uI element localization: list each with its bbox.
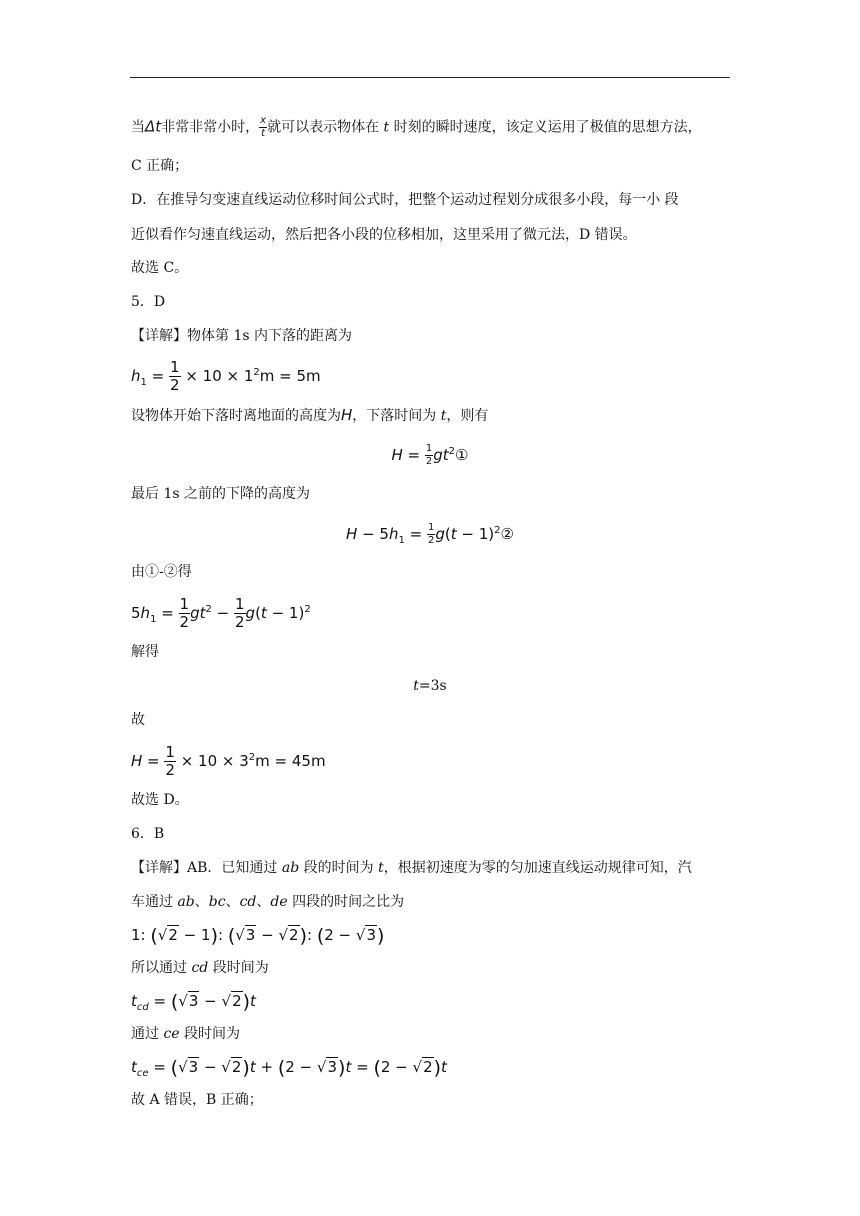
- equation-H: H = $\frac{1}{2}$ × $10 \times 3^2m = 45m$: [131, 743, 326, 779]
- question-answer: 6．B: [131, 826, 165, 842]
- equation-1: H = $\frac{1}{2}$ $gt^2①$: [391, 443, 469, 467]
- text-line: 【详解】AB．已知通过 ab 段的时间为 t，根据初速度为零的匀加速直线运动规律可知，汽: [131, 860, 692, 876]
- text-line: 由①-②得: [131, 564, 192, 580]
- equation-ratio: 1: (√2 − 1): (√3 − √2): (2 − √3): [131, 925, 385, 947]
- delta-t-symbol: Δt: [145, 117, 162, 136]
- fraction-one-half: $\frac{1}{2}$: [170, 358, 180, 394]
- text-line: 车通过 ab、bc、cd、de 四段的时间之比为: [131, 894, 405, 910]
- equation-2: $H - 5h_1$ = $\frac{1}{2}$ $g(t - 1)^2②$: [346, 522, 514, 546]
- text-line: 故: [131, 712, 145, 728]
- text-line: 最后 1s 之前的下降的高度为: [131, 486, 310, 502]
- text-line: 通过 ce 段时间为: [131, 1026, 241, 1042]
- equation-5h1: $5h_1$ = $\frac{1}{2}$ $gt^2$ − $\frac{1}{2}$ $g(t - 1)^2$: [131, 595, 311, 631]
- equation-tce: $t_{ce} = (√3 - √2)t + (2 - √3)t = (2 - √2)t$: [131, 1057, 447, 1079]
- text-line: 近似看作匀速直线运动，然后把各小段的位移相加，这里采用了微元法，D 错误。: [131, 227, 637, 243]
- text-line: 故选 D。: [131, 792, 189, 808]
- header-rule: [130, 77, 730, 78]
- text-line: C 正确；: [131, 158, 189, 174]
- equation-tcd: $t_{cd} = (√3 - √2)t$: [131, 991, 256, 1013]
- text-line: 【详解】物体第 1s 内下落的距离为: [131, 328, 352, 344]
- text-line: 故选 C。: [131, 260, 189, 276]
- question-answer: 5．D: [131, 294, 166, 310]
- text-line: 解得: [131, 644, 159, 660]
- equation-h1: $h_1$ = $\frac{1}{2}$ × $10 \times 1^2m = 5m$: [131, 358, 321, 394]
- text-line: 所以通过 cd 段时间为: [131, 960, 269, 976]
- text-line: 故 A 错误，B 正确；: [131, 1092, 263, 1108]
- fraction-x-over-t: $\frac{x}{t}$: [260, 115, 267, 139]
- text-line: 设物体开始下落时离地面的高度为H，下落时间为 t，则有: [131, 406, 489, 424]
- text-line: 当Δt非常非常小时， $\frac{x}{t}$ 就可以表示物体在 t 时刻的瞬时速度，该定义运用了极值的思想方法，: [131, 115, 702, 139]
- result-t: t=3s: [413, 678, 447, 694]
- text-line: D．在推导匀变速直线运动位移时间公式时，把整个运动过程划分成很多小段，每一小 段: [131, 192, 679, 208]
